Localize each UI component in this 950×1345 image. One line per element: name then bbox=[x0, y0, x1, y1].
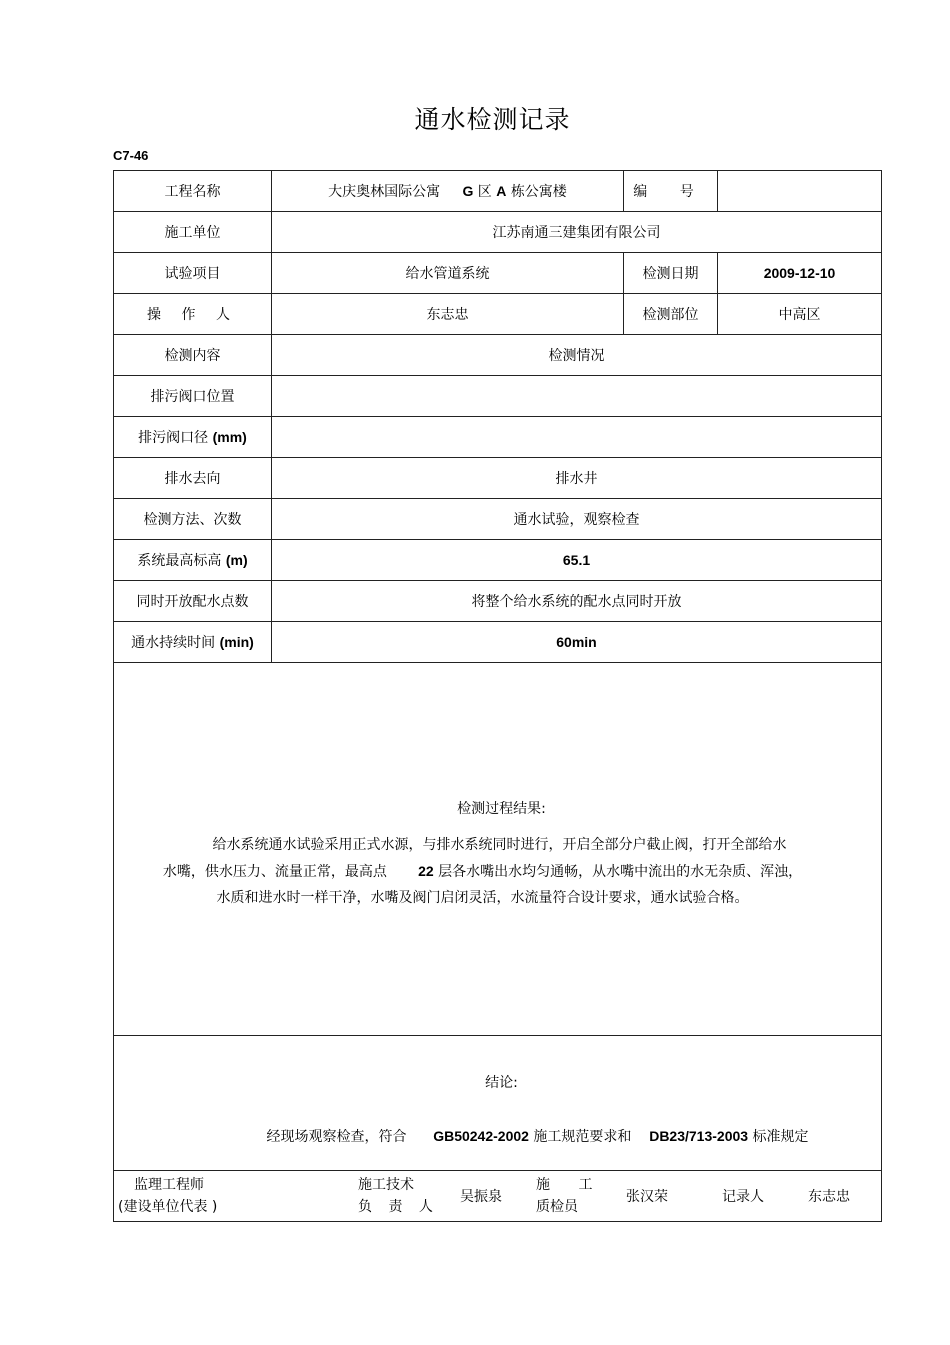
conclusion-label: 结论: bbox=[485, 1075, 518, 1091]
tech-lead-name: 吴振泉 bbox=[460, 1189, 502, 1205]
drain-diameter-label bbox=[114, 417, 272, 458]
row-process bbox=[114, 663, 882, 1036]
test-part-value: 中高区 bbox=[718, 294, 882, 335]
content-label: 检测内容 bbox=[114, 335, 272, 376]
conclusion-text-c: 标准规定 bbox=[752, 1129, 809, 1145]
operator-label: 操 作 人 bbox=[114, 294, 272, 335]
process-label: 检测过程结果: bbox=[457, 800, 546, 817]
row-project bbox=[114, 171, 882, 212]
drain-diameter-value bbox=[272, 417, 882, 458]
elevation-label bbox=[114, 540, 272, 581]
row-conclusion bbox=[114, 1036, 882, 1171]
conclusion-text bbox=[114, 1092, 881, 1146]
conclusion-text-a: 经现场观察检查，符合 bbox=[266, 1129, 407, 1145]
process-text bbox=[114, 818, 881, 911]
standard-db: DB23/713-2003 bbox=[649, 1128, 749, 1144]
process-line-3: 水质和进水时一样干净，水嘴及阀门启闭灵活，水流量符合设计要求，通水试验合格。 bbox=[216, 889, 749, 906]
process-line-2 bbox=[122, 858, 843, 885]
process-line-2a: 水嘴，供水压力、流量正常，最高点 bbox=[162, 863, 387, 880]
points-label: 同时开放配水点数 bbox=[114, 581, 272, 622]
test-item-value: 给水管道系统 bbox=[272, 253, 624, 294]
qc-label bbox=[536, 1174, 626, 1218]
project-zone-letter: G bbox=[462, 183, 474, 199]
process-line-2b: 层各水嘴出水均匀通畅，从水嘴中流出的水无杂质、浑浊， bbox=[438, 863, 803, 880]
project-name-text: 大庆奥林国际公寓 bbox=[328, 184, 441, 200]
duration-label bbox=[114, 622, 272, 663]
test-date-label: 检测日期 bbox=[624, 253, 718, 294]
tech-lead-line-1: 施工技术 bbox=[358, 1177, 414, 1193]
supervisor-line-1: 监理工程师 bbox=[134, 1177, 204, 1193]
company-label: 施工单位 bbox=[114, 212, 272, 253]
form-code: C7-46 bbox=[113, 148, 149, 163]
qc-line-1: 施 工 bbox=[536, 1177, 605, 1193]
page-title: 通水检测记录 bbox=[414, 105, 571, 134]
operator-value: 东志忠 bbox=[272, 294, 624, 335]
supervisor-line-2: (建设单位代表 ) bbox=[118, 1199, 218, 1215]
elevation-text: 系统最高标高 bbox=[137, 553, 222, 569]
duration-text: 通水持续时间 bbox=[131, 635, 216, 651]
drain-diameter-unit: (mm) bbox=[212, 429, 247, 445]
row-duration bbox=[114, 622, 882, 663]
qc-name: 张汉荣 bbox=[626, 1189, 668, 1205]
project-label: 工程名称 bbox=[114, 171, 272, 212]
points-value: 将整个给水系统的配水点同时开放 bbox=[272, 581, 882, 622]
signature-cell bbox=[114, 1171, 882, 1222]
drain-direction-label: 排水去向 bbox=[114, 458, 272, 499]
row-signatures bbox=[114, 1171, 882, 1222]
duration-value: 60min bbox=[272, 622, 882, 663]
row-drain-direction bbox=[114, 458, 882, 499]
process-cell bbox=[114, 663, 882, 1036]
process-floor-number: 22 bbox=[418, 862, 434, 879]
drain-diameter-text: 排污阀口径 bbox=[138, 430, 209, 446]
project-building-letter: A bbox=[496, 183, 507, 199]
recorder-name: 东志忠 bbox=[808, 1189, 850, 1205]
method-value: 通水试验，观察检查 bbox=[272, 499, 882, 540]
content-value: 检测情况 bbox=[272, 335, 882, 376]
row-test-item bbox=[114, 253, 882, 294]
project-zone-text: 区 bbox=[477, 184, 492, 200]
row-operator bbox=[114, 294, 882, 335]
project-building-text: 栋公寓楼 bbox=[510, 184, 567, 200]
number-label: 编 号 bbox=[624, 171, 718, 212]
signature-bar bbox=[114, 1171, 881, 1221]
duration-unit: (min) bbox=[219, 634, 254, 650]
project-value bbox=[272, 171, 624, 212]
row-method bbox=[114, 499, 882, 540]
recorder-label: 记录人 bbox=[722, 1189, 764, 1205]
row-elevation bbox=[114, 540, 882, 581]
tech-lead-line-2: 负 责 人 bbox=[358, 1199, 439, 1215]
qc-line-2: 质检员 bbox=[536, 1199, 578, 1215]
record-table bbox=[113, 170, 882, 1222]
row-drain-diameter bbox=[114, 417, 882, 458]
row-drain-position bbox=[114, 376, 882, 417]
tech-lead-label bbox=[358, 1174, 460, 1218]
test-item-label: 试验项目 bbox=[114, 253, 272, 294]
elevation-unit: (m) bbox=[225, 552, 248, 568]
number-value bbox=[718, 171, 882, 212]
test-date-value: 2009-12-10 bbox=[718, 253, 882, 294]
conclusion-text-b: 施工规范要求和 bbox=[533, 1129, 632, 1145]
drain-direction-value: 排水井 bbox=[272, 458, 882, 499]
process-line-1: 给水系统通水试验采用正式水源，与排水系统同时进行，开启全部分户截止阀，打开全部给水 bbox=[212, 836, 787, 853]
elevation-value: 65.1 bbox=[272, 540, 882, 581]
company-value: 江苏南通三建集团有限公司 bbox=[272, 212, 882, 253]
row-content bbox=[114, 335, 882, 376]
row-points bbox=[114, 581, 882, 622]
method-label: 检测方法、次数 bbox=[114, 499, 272, 540]
drain-position-value bbox=[272, 376, 882, 417]
standard-gb: GB50242-2002 bbox=[433, 1128, 529, 1144]
supervisor-label bbox=[114, 1174, 268, 1218]
test-part-label: 检测部位 bbox=[624, 294, 718, 335]
drain-position-label: 排污阀口位置 bbox=[114, 376, 272, 417]
row-company bbox=[114, 212, 882, 253]
conclusion-cell bbox=[114, 1036, 882, 1171]
